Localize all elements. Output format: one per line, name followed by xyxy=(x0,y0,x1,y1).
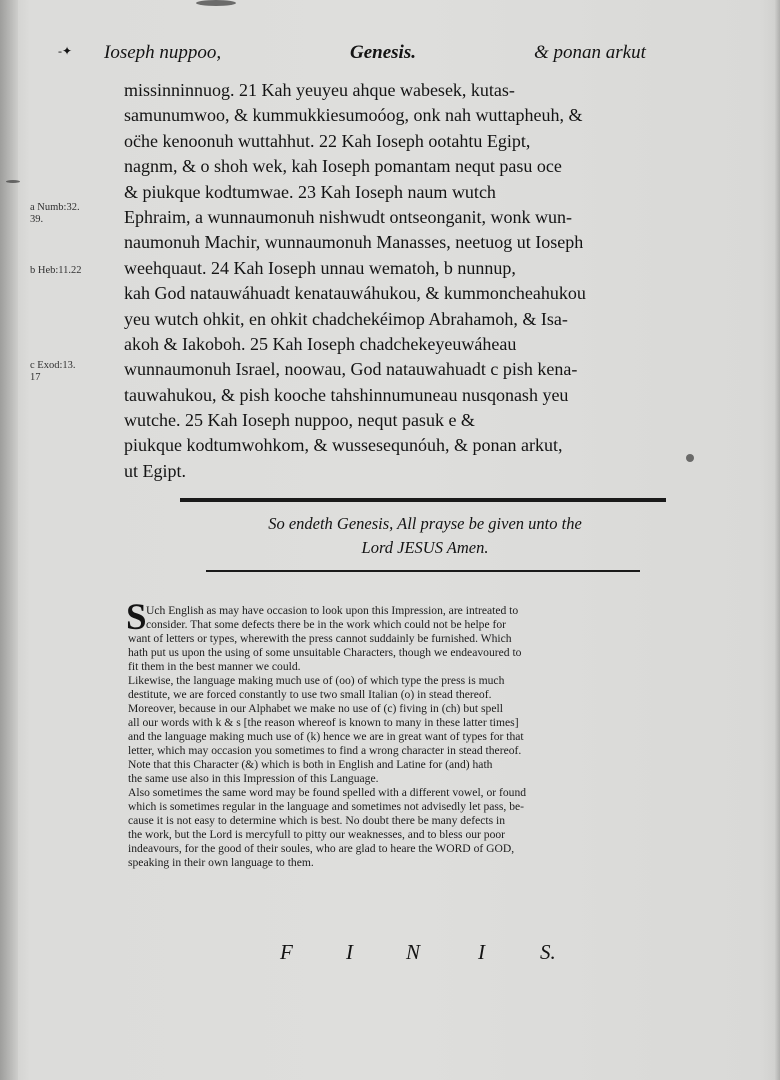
note-line: hath put us upon the using of some unsuitable Characters, though we endeavoured to xyxy=(128,646,522,659)
text-line: wutche. 25 Kah Ioseph nuppoo, nequt pasuk e & xyxy=(124,410,475,431)
text-line: samunumwoo, & kummukkiesumoóog, onk nah wuttapheuh, & xyxy=(124,105,583,126)
drop-cap: S xyxy=(126,597,147,638)
running-head-ornament: -✦ xyxy=(58,44,73,58)
margin-note-line: a Numb:32. xyxy=(30,202,80,213)
note-line: which is sometimes regular in the language and sometimes not advisedly let pass, be- xyxy=(128,800,525,813)
finis-letter: N xyxy=(406,940,421,964)
note-line: Also sometimes the same word may be found spelled with a different vowel, or found xyxy=(128,786,527,799)
text-line: ut Egipt. xyxy=(124,460,186,481)
text-line: & piukque kodtumwae. 23 Kah Ioseph naum wutch xyxy=(124,181,496,202)
margin-note-line: 39. xyxy=(30,214,44,225)
printer-note xyxy=(126,597,712,870)
note-line: speaking in their own language to them. xyxy=(128,856,314,869)
text-line: kah God natauwáhuadt kenatauwáhukou, & kummoncheahukou xyxy=(124,283,586,304)
note-line: cause it is not easy to determine which is best. No doubt there be many defects in xyxy=(128,814,506,827)
margin-note-line: c Exod:13. xyxy=(30,360,76,371)
finis-letter: F xyxy=(280,940,293,964)
finis-letter: I xyxy=(346,940,353,964)
finis-letter: I xyxy=(478,940,485,964)
running-head-left: Ioseph nuppoo, xyxy=(104,42,222,63)
text-line: nagnm, & o shoh wek, kah Ioseph pomantam nequt pasu oce xyxy=(124,156,562,177)
finis-letter: S. xyxy=(540,940,556,964)
ink-smudge xyxy=(6,180,20,183)
colophon xyxy=(180,512,670,560)
note-line: Moreover, because in our Alphabet we make no use of (c) fiving in (ch) but spell xyxy=(128,702,503,715)
running-head-right: & ponan arkut xyxy=(534,42,646,63)
note-line: destitute, we are forced constantly to use two small Italian (o) in stead thereof. xyxy=(128,688,492,701)
note-line: Likewise, the language making much use of (oo) of which type the press is much xyxy=(128,674,505,687)
note-line: the work, but the Lord is mercyfull to pitty our weaknesses, and to bless our poor xyxy=(128,828,506,841)
margin-note-line: 17 xyxy=(30,372,41,383)
margin-note-line: b Heb:11.22 xyxy=(30,265,82,276)
margin-note-hebrews xyxy=(30,265,82,277)
note-line: fit them in the best manner we could. xyxy=(128,660,301,673)
text-line: akoh & Iakoboh. 25 Kah Ioseph chadchekeyeuwáheau xyxy=(124,333,517,354)
text-line: Ephraim, a wunnaumonuh nishwudt ontseonganit, wonk wun- xyxy=(124,206,572,227)
note-line: Uch English as may have occasion to look upon this Impression, are intreated to xyxy=(146,604,519,617)
text-line: weehquaut. 24 Kah Ioseph unnau wematoh, b nunnup, xyxy=(124,257,516,278)
text-line: piukque kodtumwohkom, & wussesequnóuh, & ponan arkut, xyxy=(124,435,563,456)
scripture-text xyxy=(124,78,718,484)
note-line: the same use also in this Impression of this Language. xyxy=(128,772,379,785)
note-line: Note that this Character (&) which is both in English and Latine for (and) hath xyxy=(128,758,493,771)
page-right-edge-shadow xyxy=(774,0,780,1080)
colophon-line: Lord JESUS Amen. xyxy=(361,538,489,557)
note-line: want of letters or types, wherewith the press cannot suddainly be furnished. Which xyxy=(128,632,512,645)
text-line: yeu wutch ohkit, en ohkit chadchekéimop Abrahamoh, & Isa- xyxy=(124,308,568,329)
text-line: naumonuh Machir, wunnaumonuh Manasses, neetuog ut Ioseph xyxy=(124,232,584,253)
ink-smudge xyxy=(196,0,236,6)
margin-note-numbers xyxy=(30,202,80,226)
top-rule xyxy=(180,498,666,502)
text-line: tauwahukou, & pish kooche tahshinnumuneau nusqonash yeu xyxy=(124,384,569,405)
note-line: letter, which may occasion you sometimes to find a wrong character in stead thereof. xyxy=(128,744,522,757)
page-left-edge-shadow xyxy=(0,0,18,1080)
note-line: and the language making much use of (k) hence we are in great want of types for that xyxy=(128,730,524,743)
note-line: indeavours, for the good of their soules, who are glad to heare the WORD of GOD, xyxy=(128,842,515,855)
text-line: wunnaumonuh Israel, noowau, God natauwahuadt c pish kena- xyxy=(124,359,578,380)
note-line: all our words with k & s [the reason whereof is known to many in these latter times] xyxy=(128,716,519,729)
colophon-line: So endeth Genesis, All prayse be given unto the xyxy=(268,514,582,533)
margin-note-exodus xyxy=(30,360,76,384)
running-head-book-title: Genesis. xyxy=(350,42,416,63)
text-line: oc̈he kenoonuh wuttahhut. 22 Kah Ioseph ootahtu Egipt, xyxy=(124,130,531,151)
note-line: consider. That some defects there be in the work which could not be helpe for xyxy=(146,618,507,631)
bottom-rule xyxy=(206,570,640,572)
text-line: missinninnuog. 21 Kah yeuyeu ahque wabesek, kutas- xyxy=(124,80,515,100)
running-head xyxy=(104,42,684,72)
